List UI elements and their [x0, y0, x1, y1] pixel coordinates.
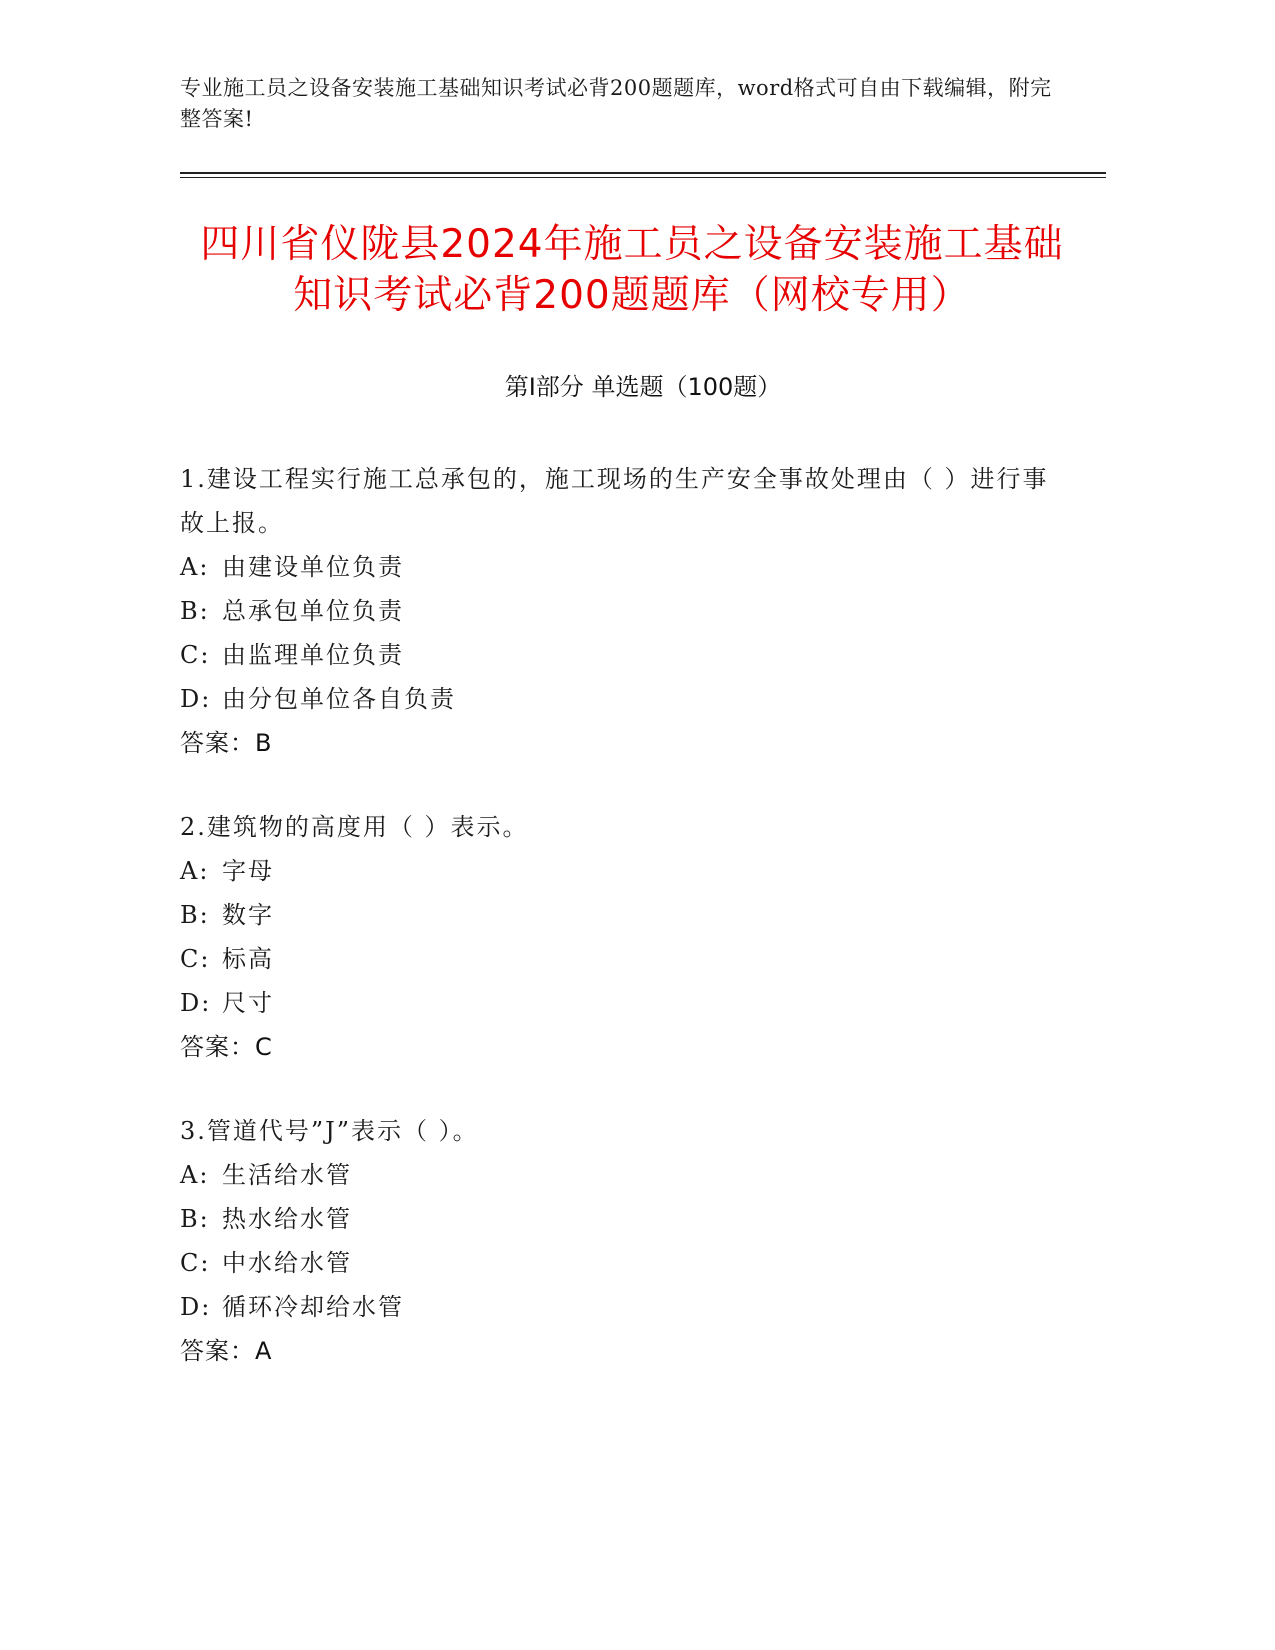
header-note: 专业施工员之设备安装施工基础知识考试必背200题题库，word格式可自由下载编辑，附完整答案!: [180, 76, 1052, 131]
document-title: 四川省仪陇县2024年施工员之设备安装施工基础知识考试必背200题题库（网校专用）: [200, 222, 1064, 318]
option-key: D:: [180, 1293, 212, 1321]
option-d: [180, 677, 1060, 721]
option-key: A:: [180, 857, 210, 885]
option-d: [180, 1285, 1060, 1329]
option-text: 字母: [222, 857, 274, 885]
option-key: C:: [180, 641, 211, 669]
option-key: C:: [180, 1249, 211, 1277]
option-text: 中水给水管: [222, 1249, 352, 1277]
option-key: B:: [180, 901, 210, 929]
option-a: [180, 1153, 1060, 1197]
option-text: 由分包单位各自负责: [222, 685, 456, 713]
option-c: [180, 1241, 1060, 1285]
option-key: A:: [180, 553, 210, 581]
option-c: [180, 633, 1060, 677]
answer: 答案：B: [180, 729, 273, 757]
option-text: 循环冷却给水管: [222, 1293, 404, 1321]
answer: 答案：A: [180, 1337, 273, 1365]
question-list: [180, 457, 1060, 1413]
option-key: D:: [180, 685, 212, 713]
option-b: [180, 893, 1060, 937]
option-text: 生活给水管: [222, 1161, 352, 1189]
option-b: [180, 1197, 1060, 1241]
option-text: 热水给水管: [222, 1205, 352, 1233]
option-key: D:: [180, 989, 212, 1017]
option-a: [180, 849, 1060, 893]
question-2: [180, 805, 1060, 1069]
question-stem: 2.建筑物的高度用（ ）表示。: [180, 813, 529, 841]
header-divider-thin: [180, 177, 1106, 178]
option-b: [180, 589, 1060, 633]
option-key: C:: [180, 945, 211, 973]
option-c: [180, 937, 1060, 981]
option-text: 由建设单位负责: [222, 553, 404, 581]
section-title: 第I部分 单选题（100题）: [504, 373, 782, 401]
question-3: [180, 1109, 1060, 1373]
option-text: 由监理单位负责: [222, 641, 404, 669]
option-d: [180, 981, 1060, 1025]
option-key: B:: [180, 1205, 210, 1233]
header-divider-thick: [180, 172, 1106, 174]
option-text: 总承包单位负责: [222, 597, 404, 625]
question-stem: 3.管道代号”J”表示（ ）。: [180, 1117, 479, 1145]
question-1: [180, 457, 1060, 765]
question-stem: 1.建设工程实行施工总承包的，施工现场的生产安全事故处理由（ ）进行事故上报。: [180, 465, 1049, 537]
option-text: 标高: [222, 945, 274, 973]
option-key: A:: [180, 1161, 210, 1189]
option-text: 尺寸: [222, 989, 274, 1017]
option-key: B:: [180, 597, 210, 625]
answer: 答案：C: [180, 1033, 273, 1061]
option-text: 数字: [222, 901, 274, 929]
option-a: [180, 545, 1060, 589]
